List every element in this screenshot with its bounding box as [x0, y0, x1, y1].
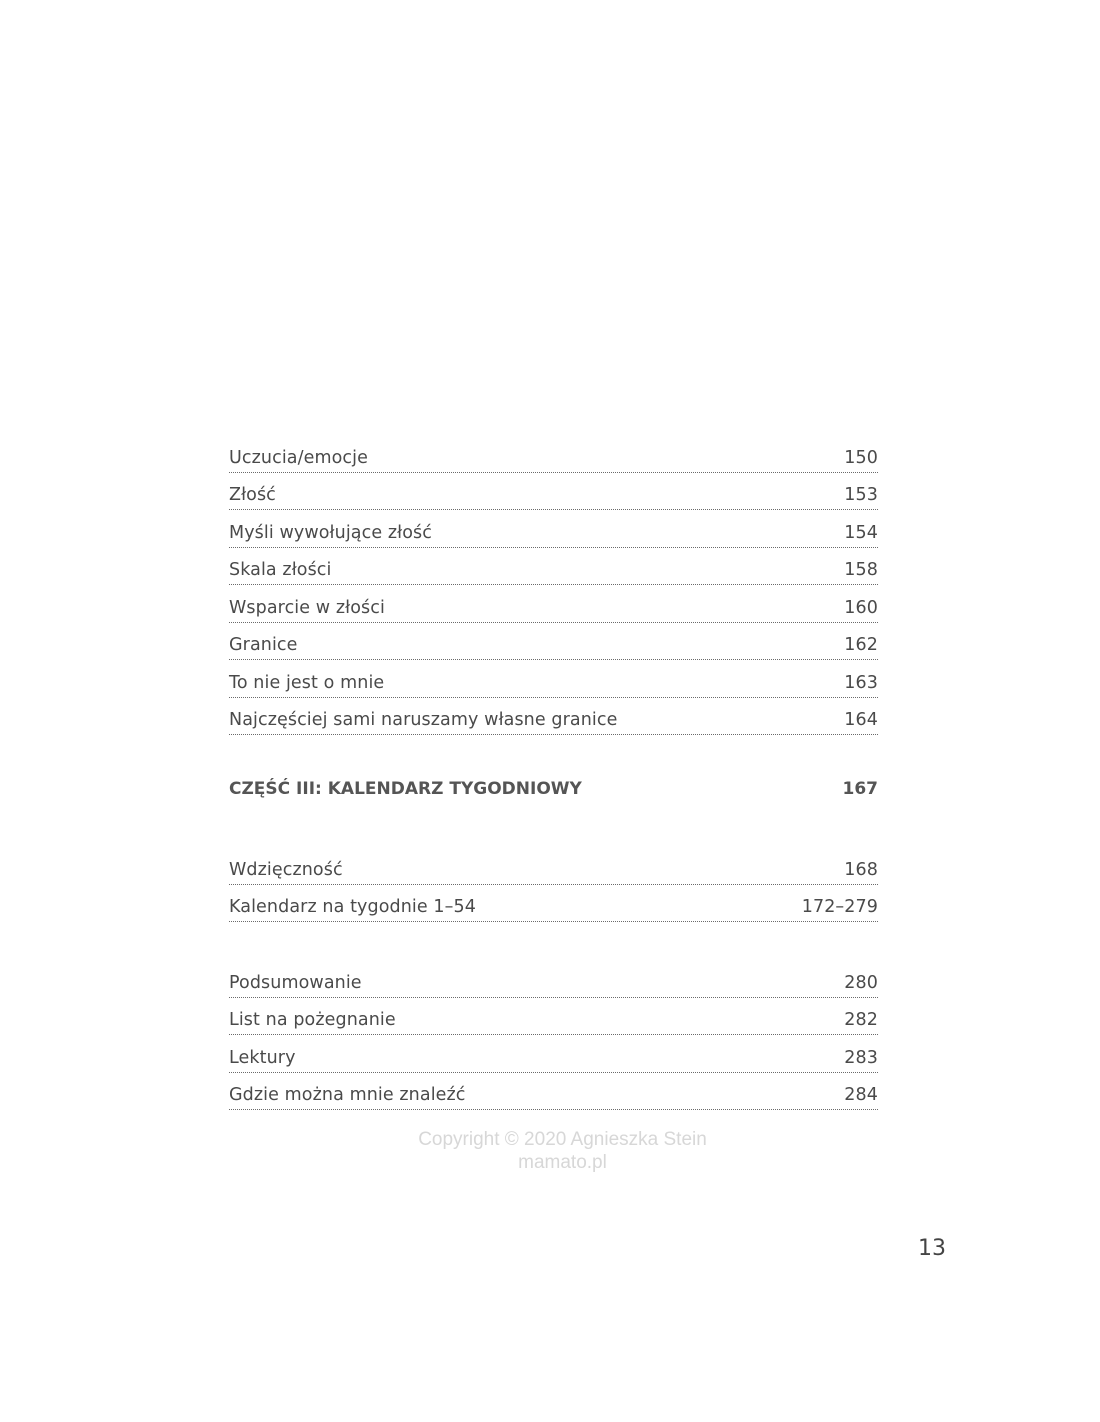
toc-entry-title: Kalendarz na tygodnie 1–54 — [229, 897, 476, 917]
toc-entry-page: 163 — [844, 672, 878, 693]
toc-entry-title: Wsparcie w złości — [229, 597, 385, 618]
toc-entry-title: Myśli wywołujące złość — [229, 522, 432, 543]
toc-section-1 — [229, 435, 878, 735]
toc-part-title: CZĘŚĆ III: KALENDARZ TYGODNIOWY — [229, 779, 582, 799]
toc-entry-page: 164 — [844, 710, 878, 730]
toc-section-2 — [229, 847, 878, 922]
toc-entry-title: Podsumowanie — [229, 972, 362, 993]
toc-entry-page: 150 — [844, 447, 878, 468]
toc-entry-title: Uczucia/emocje — [229, 447, 368, 468]
toc-entry-page: 284 — [844, 1085, 878, 1105]
toc-entry-page: 283 — [844, 1047, 878, 1068]
toc-entry-title: List na pożegnanie — [229, 1010, 396, 1030]
watermark-line-1: Copyright © 2020 Agnieszka Stein — [418, 1129, 707, 1150]
toc-entry — [229, 548, 878, 586]
toc-part-page: 167 — [842, 779, 878, 799]
toc-entry — [229, 1073, 878, 1111]
toc-entry-title: Najczęściej sami naruszamy własne granice — [229, 710, 618, 730]
toc-entry-page: 172–279 — [801, 897, 878, 917]
toc-entry-title: Skala złości — [229, 560, 332, 580]
toc-entry-page: 282 — [844, 1010, 878, 1030]
toc-part-heading — [229, 779, 878, 799]
toc-entry — [229, 660, 878, 698]
toc-entry — [229, 885, 878, 923]
copyright-watermark — [0, 1128, 1100, 1174]
toc-entry-page: 160 — [844, 597, 878, 618]
toc-entry — [229, 998, 878, 1036]
toc-entry-page: 168 — [844, 859, 878, 880]
toc-entry-title: Złość — [229, 485, 276, 505]
toc-entry-page: 153 — [844, 485, 878, 505]
toc-entry-page: 162 — [844, 635, 878, 655]
watermark-line-2: mamato.pl — [518, 1152, 607, 1173]
toc-entry — [229, 698, 878, 736]
toc-entry — [229, 585, 878, 623]
toc-entry-title: Granice — [229, 635, 298, 655]
toc-entry-title: Gdzie można mnie znaleźć — [229, 1085, 466, 1105]
toc-entry — [229, 1035, 878, 1073]
toc-entry-title: To nie jest o mnie — [229, 672, 385, 693]
toc-entry — [229, 435, 878, 473]
toc-section-3 — [229, 960, 878, 1110]
toc-entry-page: 280 — [844, 972, 878, 993]
page-number: 13 — [918, 1236, 946, 1261]
toc-entry — [229, 623, 878, 661]
toc-entry — [229, 847, 878, 885]
toc-entry-title: Lektury — [229, 1047, 296, 1068]
toc-entry — [229, 473, 878, 511]
toc-entry — [229, 510, 878, 548]
toc-entry-title: Wdzięczność — [229, 859, 343, 880]
toc-entry-page: 158 — [844, 560, 878, 580]
toc-entry — [229, 960, 878, 998]
toc-entry-page: 154 — [844, 522, 878, 543]
